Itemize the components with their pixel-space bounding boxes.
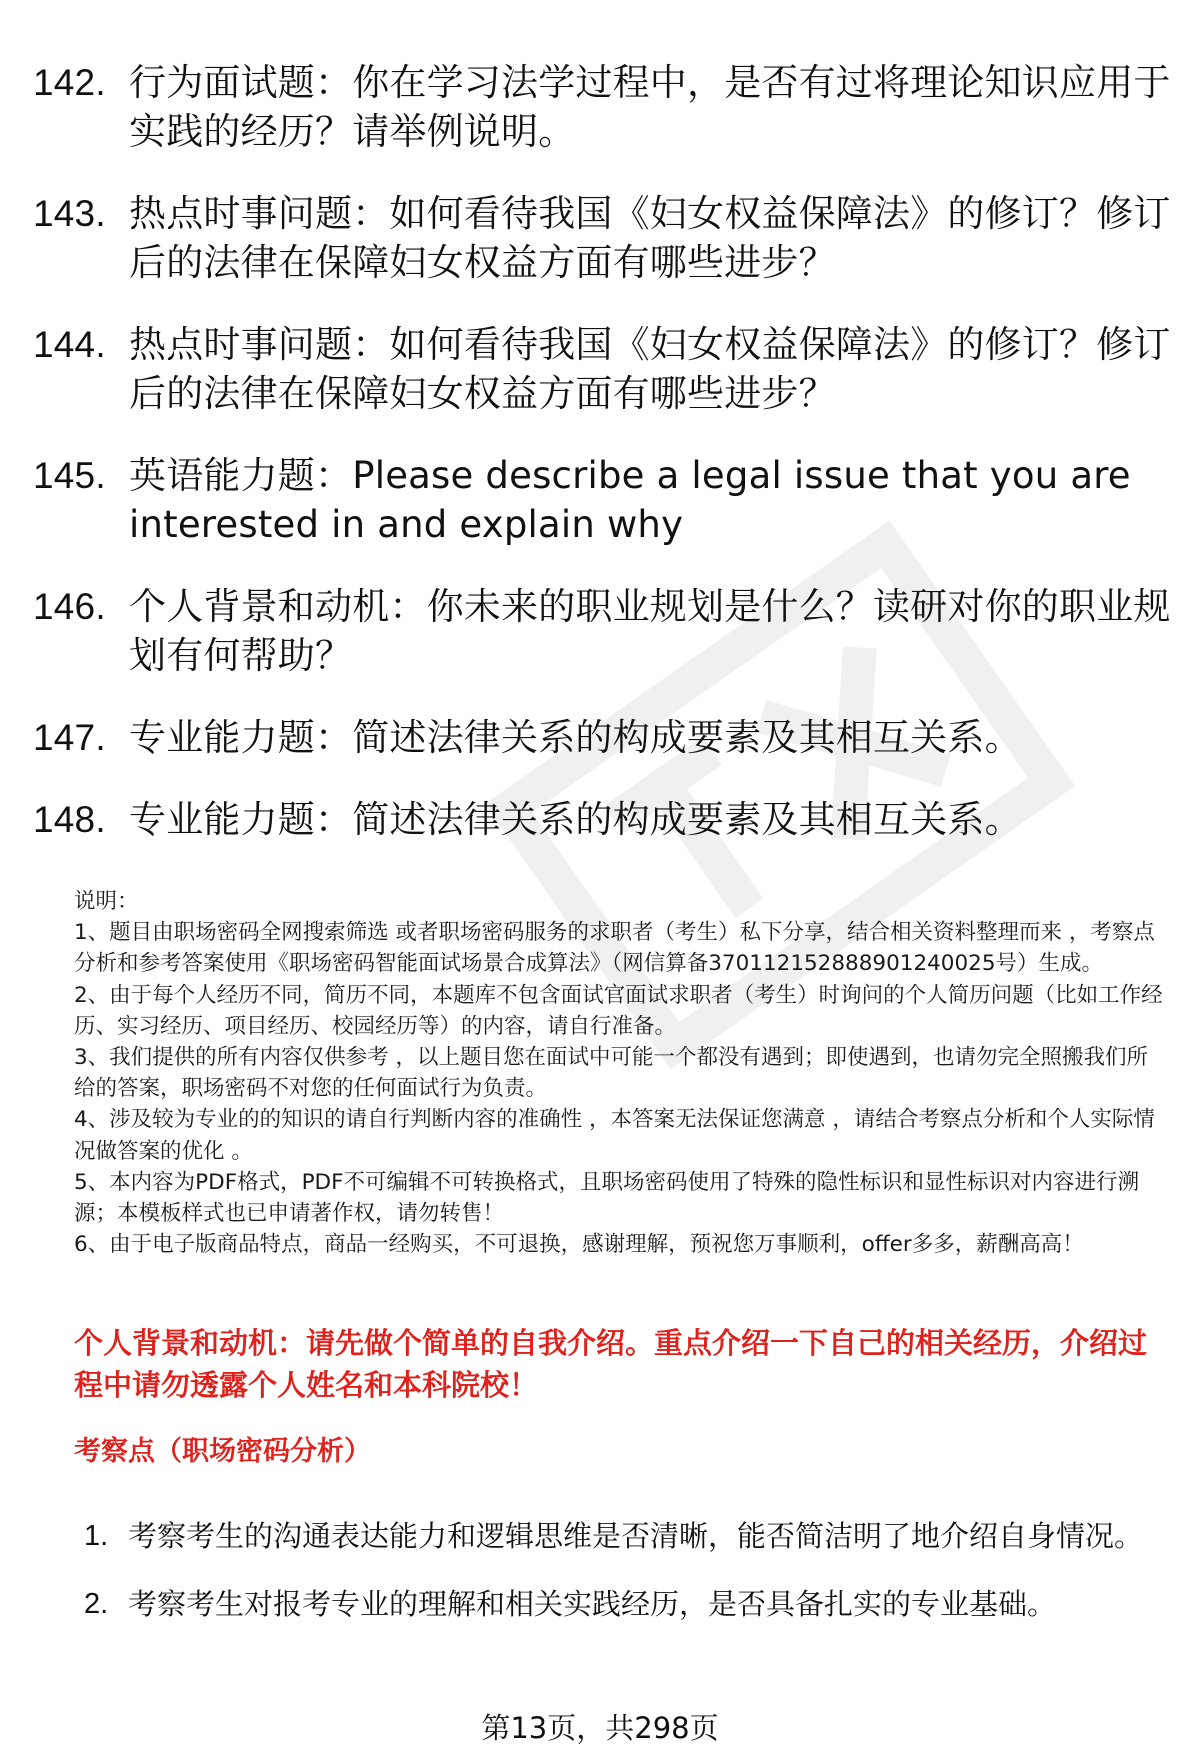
analysis-points	[84, 1506, 1144, 1642]
question-text: 专业能力题：简述法律关系的构成要素及其相互关系。	[129, 716, 1022, 759]
question-number: 148.	[33, 799, 106, 840]
question-number: 144.	[33, 324, 106, 365]
question-item	[33, 320, 1173, 418]
question-item	[33, 713, 1173, 762]
analysis-title: 考察点（职场密码分析）	[74, 1436, 371, 1467]
note-item: 5、本内容为PDF格式，PDF不可编辑不可转换格式，且职场密码使用了特殊的隐性标识和显性标识对内容进行溯源；本模板样式也已申请著作权，请勿转售！	[74, 1169, 1139, 1227]
note-item: 4、涉及较为专业的的知识的请自行判断内容的准确性 ，本答案无法保证您满意 ，请结合考察点分析和个人实际情况做答案的优化 。	[74, 1107, 1155, 1164]
point-text: 考察考生的沟通表达能力和逻辑思维是否清晰，能否简洁明了地介绍自身情况。	[128, 1519, 1144, 1553]
note-item: 3、我们提供的所有内容仅供参考 ，以上题目您在面试中可能一个都没有遇到；即使遇到，也请勿完全照搬我们所给的答案，职场密码不对您的任何面试行为负责。	[74, 1045, 1149, 1102]
question-text: 热点时事问题：如何看待我国《妇女权益保障法》的修订？修订后的法律在保障妇女权益方面有哪些进步？	[129, 192, 1171, 284]
note-item: 6、由于电子版商品特点，商品一经购买，不可退换，感谢理解，预祝您万事顺利，offer多多，薪酬高高！	[74, 1232, 1084, 1258]
analysis-point	[84, 1574, 1144, 1634]
point-number: 2.	[84, 1588, 109, 1620]
question-item	[33, 451, 1173, 549]
page-footer: 第13页，共298页	[481, 1711, 719, 1745]
analysis-point	[84, 1506, 1144, 1566]
featured-question: 个人背景和动机：请先做个简单的自我介绍。重点介绍一下自己的相关经历，介绍过程中请勿透露个人姓名和本科院校！	[74, 1326, 1148, 1402]
question-text: 个人背景和动机：你未来的职业规划是什么？读研对你的职业规划有何帮助？	[129, 585, 1171, 677]
question-number: 142.	[33, 62, 106, 103]
question-list	[33, 58, 1173, 877]
question-number: 146.	[33, 586, 106, 627]
question-number: 147.	[33, 717, 106, 758]
question-number: 145.	[33, 455, 106, 496]
note-item: 1、题目由职场密码全网搜索筛选 或者职场密码服务的求职者（考生）私下分享，结合相关资料整理而来 ，考察点分析和参考答案使用《职场密码智能面试场景合成算法》（网信算备370112152888901240025号）生成。	[74, 920, 1155, 977]
point-number: 1.	[84, 1520, 109, 1552]
notes-heading: 说明：	[74, 889, 139, 914]
question-item	[33, 189, 1173, 287]
question-text: 行为面试题：你在学习法学过程中，是否有过将理论知识应用于实践的经历？请举例说明。	[129, 61, 1171, 153]
question-text: 热点时事问题：如何看待我国《妇女权益保障法》的修订？修订后的法律在保障妇女权益方面有哪些进步？	[129, 323, 1171, 415]
question-item	[33, 795, 1173, 844]
point-text: 考察考生对报考专业的理解和相关实践经历，是否具备扎实的专业基础。	[128, 1587, 1057, 1621]
question-text: 专业能力题：简述法律关系的构成要素及其相互关系。	[129, 798, 1022, 841]
question-item	[33, 58, 1173, 156]
question-number: 143.	[33, 193, 106, 234]
question-text: 英语能力题：Please describe a legal issue that you are interested in and explain why	[129, 454, 1131, 546]
question-item	[33, 582, 1173, 680]
note-item: 2、由于每个人经历不同，简历不同，本题库不包含面试官面试求职者（考生）时询问的个人简历问题（比如工作经历、实习经历、项目经历、校园经历等）的内容，请自行准备。	[74, 982, 1163, 1039]
notes-section	[74, 886, 1164, 1260]
